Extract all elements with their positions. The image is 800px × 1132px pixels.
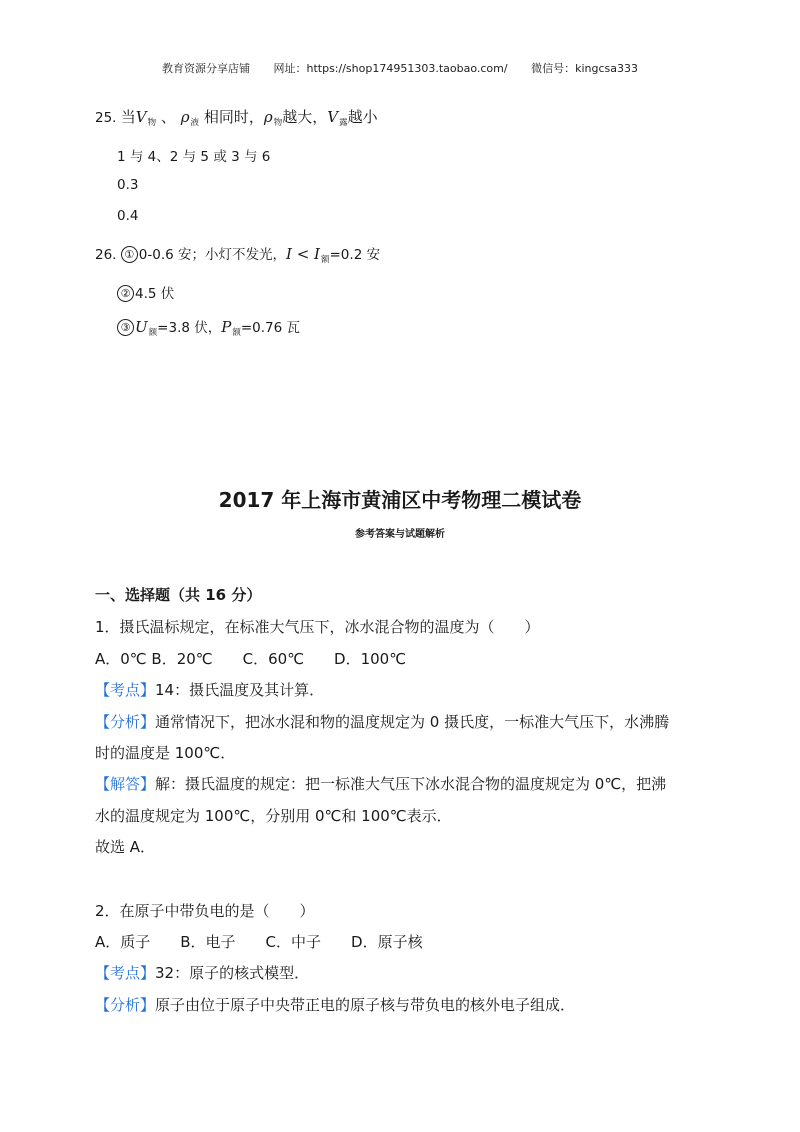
- header-wechat: 微信号：kingcsa333: [531, 62, 638, 75]
- header-shop: 教育资源分享店铺: [162, 62, 250, 75]
- circle-1-marker: ①: [121, 246, 138, 263]
- q1-answer: 故选 A．: [95, 838, 156, 856]
- fenxi-tag: 【分析】: [95, 713, 156, 731]
- q1-fenxi-line1: 【分析】通常情况下，把冰水混和物的温度规定为 0 摄氏度，一标准大气压下，水沸腾: [95, 713, 670, 731]
- section-heading: 一、选择题（共 16 分）: [95, 586, 262, 604]
- q2-options: A．质子 B．电子 C．中子 D．原子核: [95, 933, 423, 951]
- q1-fenxi-line2: 时的温度是 100℃．: [95, 744, 236, 762]
- q1-stem: 1．摄氏温标规定，在标准大气压下，冰水混合物的温度为（ ）: [95, 618, 540, 636]
- page-header: [0, 60, 800, 76]
- q1-jieda-line2: 水的温度规定为 100℃，分别用 0℃和 100℃表示．: [95, 807, 452, 825]
- circle-3-marker: ③: [117, 319, 134, 336]
- q26-line1: 26. ① 0-0.6 安；小灯不发光，$I < I_额=0.2$ 安: [95, 245, 381, 265]
- document-title: 2017 年上海市黄浦区中考物理二模试卷: [218, 488, 582, 512]
- fenxi-tag: 【分析】: [95, 996, 156, 1014]
- q25-line2: 1 与 4、2 与 5 或 3 与 6: [117, 149, 271, 165]
- q1-options: A．0℃ B．20℃ C．60℃ D．100℃: [95, 650, 407, 668]
- q26-line3: ③ $U_额=3.8$ 伏，$P_额=0.76$ 瓦: [117, 316, 300, 338]
- q25-line1: 25. 当$V_物$ 、 $\rho_液$ 相同时，$\rho_物$越大，$V_露$越小: [95, 108, 378, 128]
- q2-kaodian: 【考点】32：原子的核式模型．: [95, 964, 310, 982]
- q1-kaodian: 【考点】14：摄氏温度及其计算．: [95, 681, 325, 699]
- q25-line4: 0.4: [117, 208, 139, 224]
- circle-2-marker: ②: [117, 285, 134, 302]
- q25-line3: 0.3: [117, 177, 139, 193]
- q26-line2: ② 4.5 伏: [117, 282, 174, 302]
- kaodian-tag: 【考点】: [95, 681, 156, 699]
- q1-jieda-line1: 【解答】解：摄氏温度的规定：把一标准大气压下冰水混合物的温度规定为 0℃，把沸: [95, 775, 667, 793]
- document-subtitle: 参考答案与试题解析: [355, 529, 445, 540]
- q2-fenxi-line1: 【分析】原子由位于原子中央带正电的原子核与带负电的核外电子组成．: [95, 996, 576, 1014]
- header-url[interactable]: 网址：https://shop174951303.taobao.com/: [273, 62, 508, 75]
- kaodian-tag: 【考点】: [95, 964, 156, 982]
- jieda-tag: 【解答】: [95, 775, 156, 793]
- q2-stem: 2．在原子中带负电的是（ ）: [95, 902, 315, 920]
